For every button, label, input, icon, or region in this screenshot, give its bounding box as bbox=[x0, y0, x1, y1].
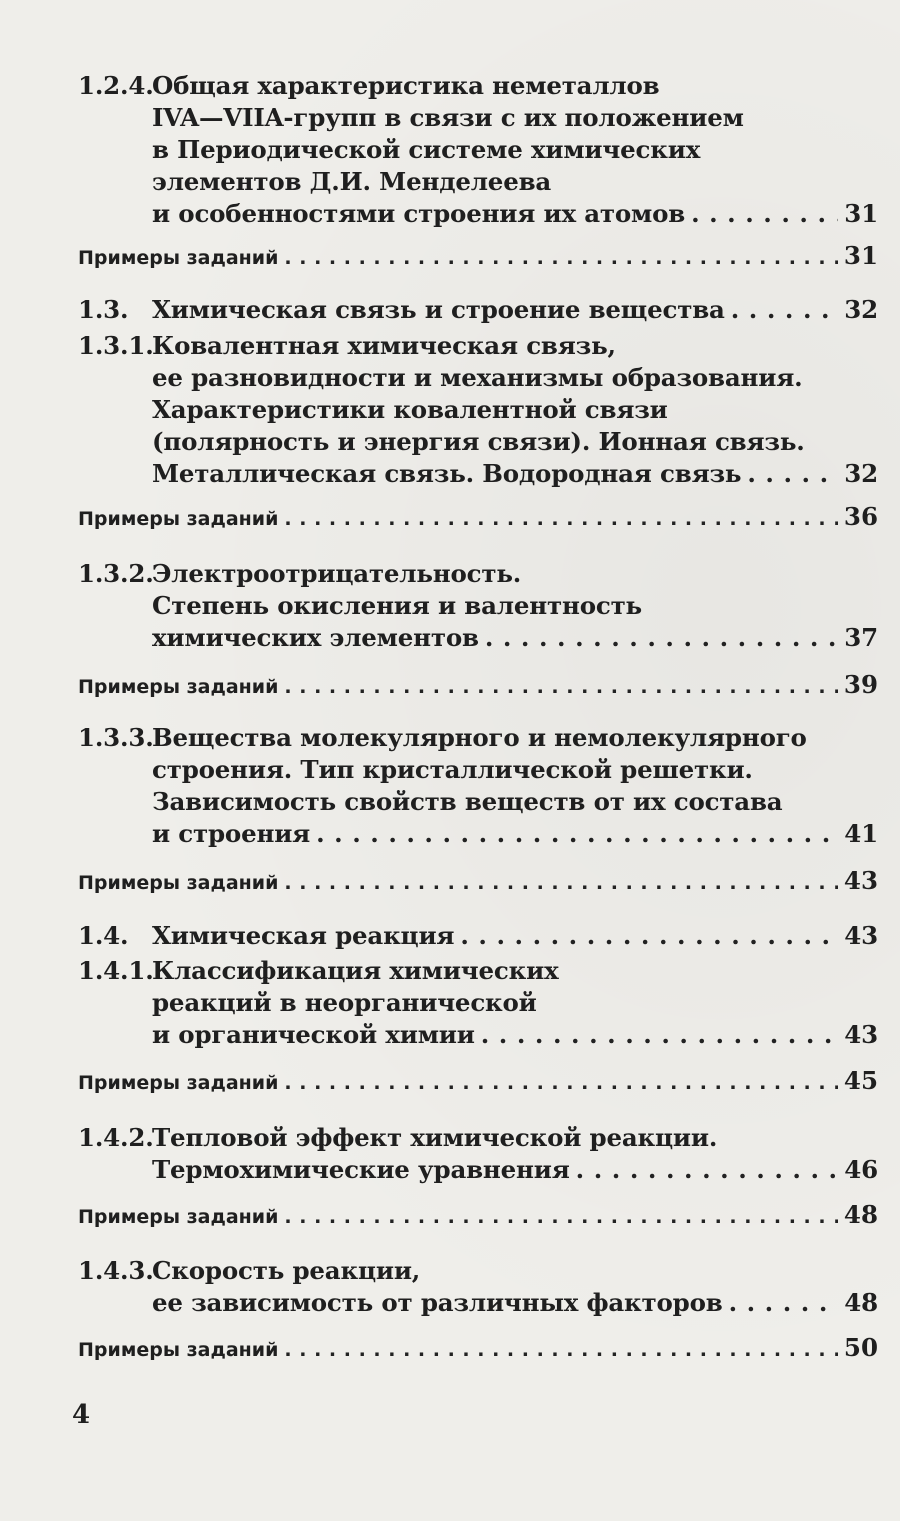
page-number: 36 bbox=[843, 502, 878, 531]
toc-entry-1-4 bbox=[78, 920, 878, 952]
examples-row bbox=[78, 670, 878, 702]
examples-label: Примеры заданий bbox=[78, 1206, 279, 1228]
dot-leader bbox=[284, 504, 837, 534]
dot-leader bbox=[284, 243, 837, 273]
entry-title-line: химических элементов bbox=[152, 623, 479, 652]
dot-leader bbox=[316, 818, 838, 850]
dot-leader bbox=[731, 294, 838, 326]
page-number: 39 bbox=[843, 670, 878, 699]
page-number: 50 bbox=[843, 1333, 878, 1362]
page-number: 43 bbox=[844, 1020, 878, 1049]
examples-label: Примеры заданий bbox=[78, 247, 279, 269]
page-number: 31 bbox=[843, 241, 878, 270]
page-number: 41 bbox=[844, 819, 878, 848]
entry-title-line: Общая характеристика неметаллов bbox=[152, 71, 660, 100]
dot-leader bbox=[576, 1154, 838, 1186]
toc-entry-1-3 bbox=[78, 294, 878, 326]
entry-number: 1.4.2. bbox=[78, 1123, 154, 1152]
toc-entry-1-4-1 bbox=[78, 955, 878, 1051]
page-number: 32 bbox=[844, 295, 878, 324]
entry-title-line: Ковалентная химическая связь, bbox=[152, 331, 616, 360]
entry-title-line: Зависимость свойств веществ от их состава bbox=[152, 787, 783, 816]
entry-title-line: Химическая связь и строение вещества bbox=[152, 295, 725, 324]
entry-title-line: Классификация химических bbox=[152, 956, 559, 985]
entry-title-line: Степень окисления и валентность bbox=[152, 591, 642, 620]
dot-leader bbox=[284, 868, 837, 898]
examples-row bbox=[78, 1066, 878, 1098]
dot-leader bbox=[460, 920, 838, 952]
toc-entry-1-2-4 bbox=[78, 70, 878, 230]
page-number: 32 bbox=[844, 459, 878, 488]
entry-title-line: Тепловой эффект химической реакции. bbox=[152, 1123, 718, 1152]
examples-row bbox=[78, 1200, 878, 1232]
examples-row bbox=[78, 1333, 878, 1365]
dot-leader bbox=[284, 672, 837, 702]
page-number: 48 bbox=[844, 1288, 878, 1317]
examples-label: Примеры заданий bbox=[78, 676, 279, 698]
examples-label: Примеры заданий bbox=[78, 1072, 279, 1094]
toc-entry-1-4-3 bbox=[78, 1255, 878, 1319]
entry-title-line: реакций в неорганической bbox=[152, 988, 537, 1017]
page-number: 43 bbox=[843, 866, 878, 895]
page-number: 37 bbox=[844, 623, 878, 652]
entry-number: 1.3.1. bbox=[78, 331, 154, 360]
entry-number: 1.3. bbox=[78, 295, 129, 324]
entry-title-line: Термохимические уравнения bbox=[152, 1155, 570, 1184]
entry-title-line: Электроотрицательность. bbox=[152, 559, 522, 588]
examples-label: Примеры заданий bbox=[78, 872, 279, 894]
dot-leader bbox=[284, 1335, 837, 1365]
entry-title-line: Скорость реакции, bbox=[152, 1256, 421, 1285]
entry-title-line: ее зависимость от различных факторов bbox=[152, 1288, 723, 1317]
entry-title-line: (полярность и энергия связи). Ионная связь. bbox=[152, 427, 805, 456]
dot-leader bbox=[729, 1287, 838, 1319]
dot-leader bbox=[284, 1068, 837, 1098]
entry-number: 1.4.3. bbox=[78, 1256, 154, 1285]
dot-leader bbox=[284, 1202, 837, 1232]
entry-number: 1.3.2. bbox=[78, 559, 154, 588]
dot-leader bbox=[747, 458, 838, 490]
entry-title-line: Вещества молекулярного и немолекулярного bbox=[152, 723, 807, 752]
entry-title-line: в Периодической системе химических bbox=[152, 135, 701, 164]
dot-leader bbox=[485, 622, 838, 654]
examples-row bbox=[78, 866, 878, 898]
dot-leader bbox=[481, 1019, 838, 1051]
entry-number: 1.3.3. bbox=[78, 723, 154, 752]
page-folio-number: 4 bbox=[72, 1400, 91, 1430]
entry-number: 1.2.4. bbox=[78, 71, 154, 100]
entry-title-line: Характеристики ковалентной связи bbox=[152, 395, 668, 424]
entry-number: 1.4.1. bbox=[78, 956, 154, 985]
entry-title-line: и строения bbox=[152, 819, 311, 848]
entry-title-line: Химическая реакция bbox=[152, 921, 455, 950]
dot-leader bbox=[691, 198, 838, 230]
entry-title-line: элементов Д.И. Менделеева bbox=[152, 167, 552, 196]
page-number: 31 bbox=[844, 199, 878, 228]
entry-number: 1.4. bbox=[78, 921, 129, 950]
entry-title-line: Металлическая связь. Водородная связь bbox=[152, 459, 742, 488]
entry-title-line: и особенностями строения их атомов bbox=[152, 199, 686, 228]
examples-label: Примеры заданий bbox=[78, 1339, 279, 1361]
examples-row bbox=[78, 502, 878, 534]
toc-entry-1-3-3 bbox=[78, 722, 878, 850]
page-number: 48 bbox=[843, 1200, 878, 1229]
examples-label: Примеры заданий bbox=[78, 508, 279, 530]
toc-entry-1-4-2 bbox=[78, 1122, 878, 1186]
page-number: 45 bbox=[843, 1066, 878, 1095]
entry-title-line: строения. Тип кристаллической решетки. bbox=[152, 755, 753, 784]
entry-title-line: ее разновидности и механизмы образования. bbox=[152, 363, 803, 392]
toc-entry-1-3-1 bbox=[78, 330, 878, 490]
examples-row bbox=[78, 241, 878, 273]
page-number: 46 bbox=[844, 1155, 878, 1184]
toc-entry-1-3-2 bbox=[78, 558, 878, 654]
entry-title-line: и органической химии bbox=[152, 1020, 475, 1049]
page-number: 43 bbox=[844, 921, 878, 950]
entry-title-line: IVA—VIIA-групп в связи с их положением bbox=[152, 103, 744, 132]
